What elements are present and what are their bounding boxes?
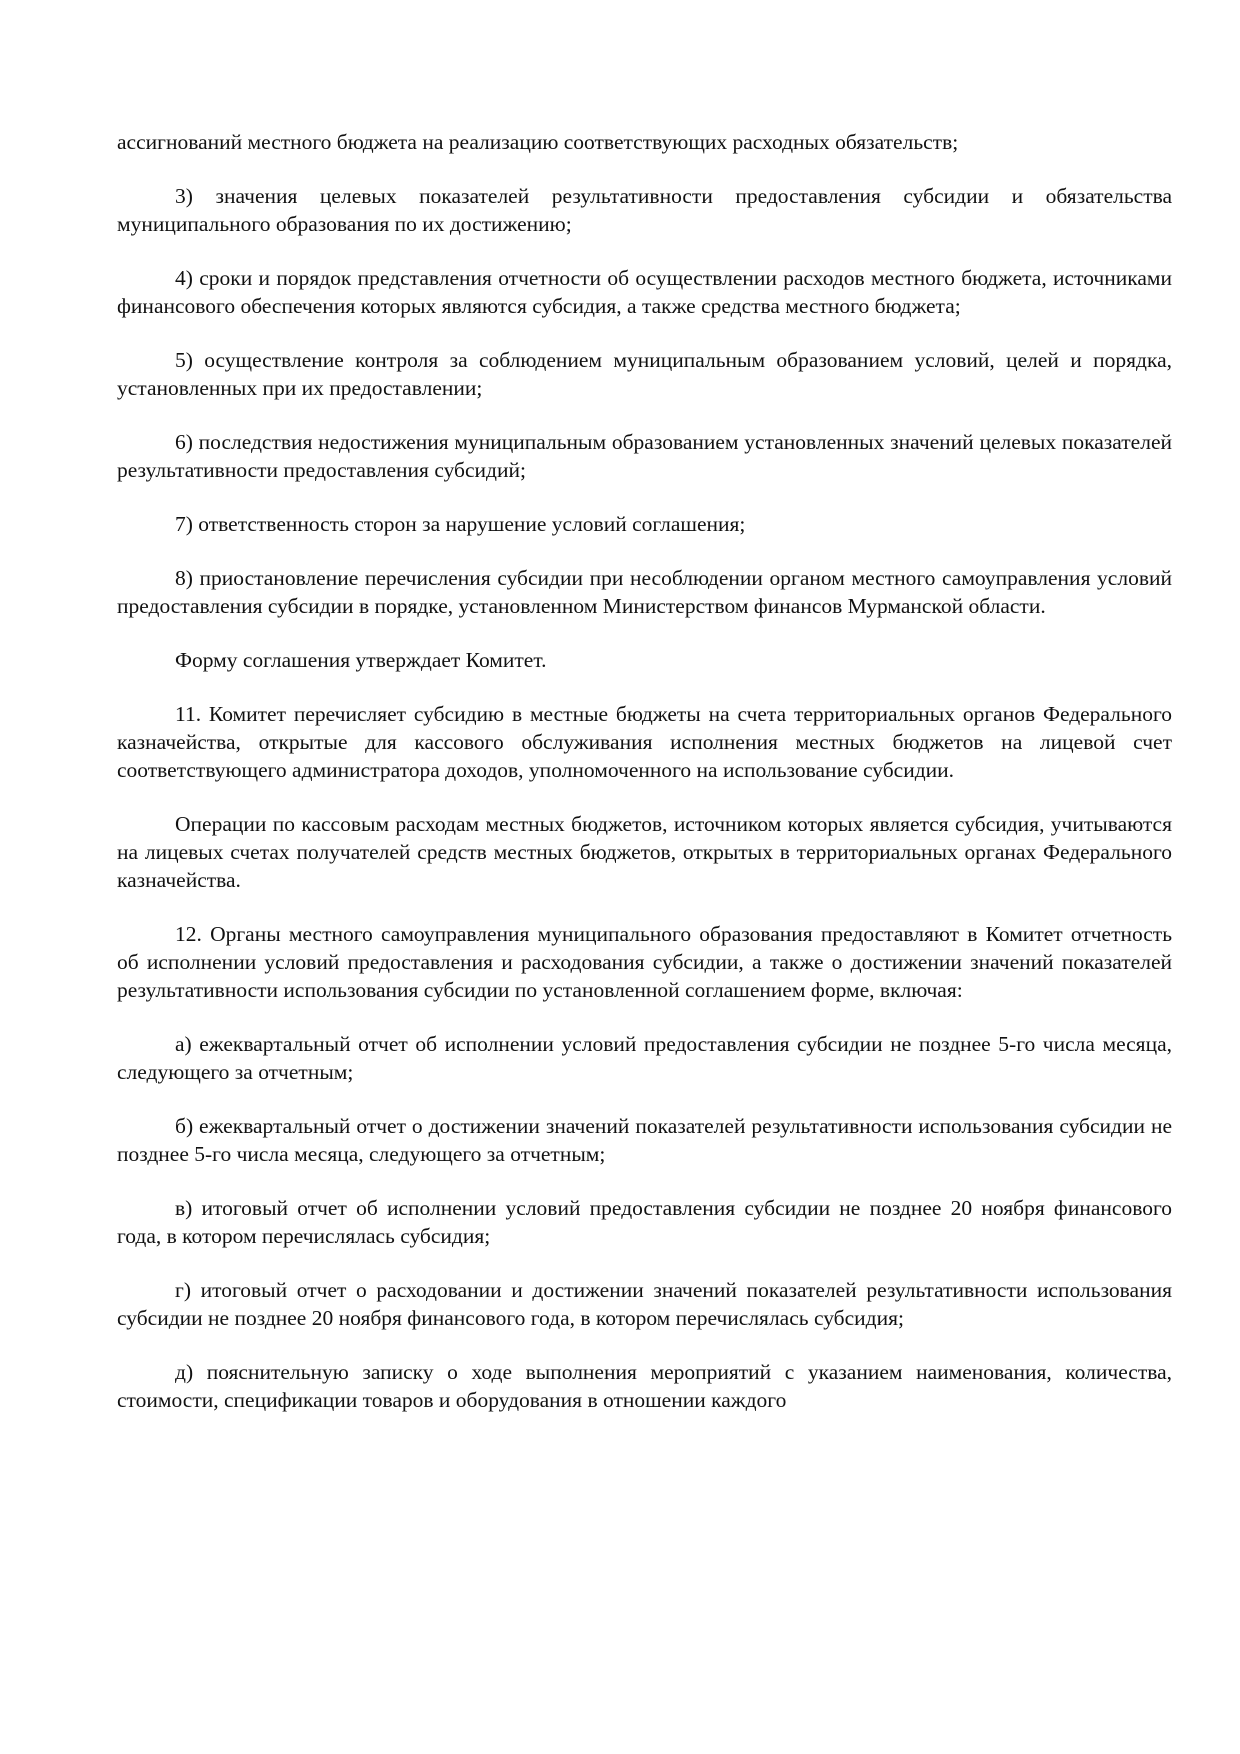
paragraph-item-5: 5) осуществление контроля за соблюдением муниципальным образованием условий, целей и порядка, установленных при их предоставлении; [117,348,1172,400]
paragraph-item-8: 8) приостановление перечисления субсидии при несоблюдении органом местного самоуправления условий предоставления субсидии в порядке, установленном Министерством финансов Мурманской области. [117,566,1172,618]
paragraph-item-3: 3) значения целевых показателей результативности предоставления субсидии и обязательства муниципального образования по их достижению; [117,184,1172,236]
paragraph-agreement-form: Форму соглашения утверждает Комитет. [175,648,547,672]
paragraph-item-v: в) итоговый отчет об исполнении условий предоставления субсидии не позднее 20 ноября финансового года, в котором перечислялась субсидия; [117,1196,1172,1248]
paragraph-continuation: ассигнований местного бюджета на реализацию соответствующих расходных обязательств; [117,130,959,154]
paragraph-item-7: 7) ответственность сторон за нарушение условий соглашения; [175,512,746,536]
paragraph-cash-operations: Операции по кассовым расходам местных бюджетов, источником которых является субсидия, учитываются на лицевых счетах получателей средств местных бюджетов, открытых в территориальных органах Федерального казначейства. [117,812,1172,892]
paragraph-item-d: д) пояснительную записку о ходе выполнения мероприятий с указанием наименования, количества, стоимости, спецификации товаров и оборудования в отношении каждого [117,1360,1172,1412]
paragraph-section-12: 12. Органы местного самоуправления муниципального образования предоставляют в Комитет отчетность об исполнении условий предоставления и расходования субсидии, а также о достижении значений показателей результативности использования субсидии по установленной соглашением форме, включая: [117,922,1172,1002]
paragraph-item-a: а) ежеквартальный отчет об исполнении условий предоставления субсидии не позднее 5-го числа месяца, следующего за отчетным; [117,1032,1172,1084]
paragraph-item-4: 4) сроки и порядок представления отчетности об осуществлении расходов местного бюджета, источниками финансового обеспечения которых являются субсидия, а также средства местного бюджета; [117,266,1172,318]
paragraph-item-b: б) ежеквартальный отчет о достижении значений показателей результативности использования субсидии не позднее 5-го числа месяца, следующего за отчетным; [117,1114,1172,1166]
paragraph-item-g: г) итоговый отчет о расходовании и достижении значений показателей результативности использования субсидии не позднее 20 ноября финансового года, в котором перечислялась субсидия; [117,1278,1172,1330]
paragraph-item-6: 6) последствия недостижения муниципальным образованием установленных значений целевых показателей результативности предоставления субсидий; [117,430,1172,482]
paragraph-section-11: 11. Комитет перечисляет субсидию в местные бюджеты на счета территориальных органов Федерального казначейства, открытые для кассового обслуживания исполнения местных бюджетов на лицевой счет соответствующего администратора доходов, уполномоченного на использование субсидии. [117,702,1172,782]
document-page [117,128,1172,1414]
